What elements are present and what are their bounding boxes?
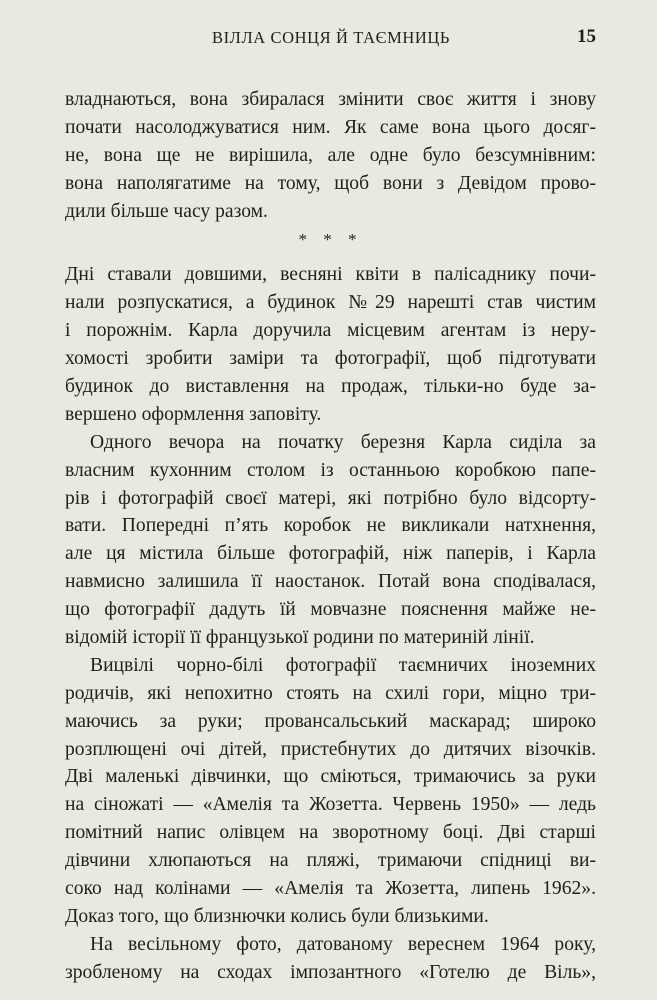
text-line: Дні ставали довшими, весняні квіти в палісаднику почи- [65,264,596,286]
text-line: Одного вечора на початку березня Карла сиділа за [90,431,596,453]
text-line: владнаються, вона збиралася змінити своє життя і знову [65,89,596,110]
text-line: маючись за руки; провансальський маскарад; широко [65,710,596,732]
text-line: і порожнім. Карла доручила місцевим агентам із неру- [65,320,596,342]
text-line: дівчини хлюпаються на пляжі, тримаючи спідниці ви- [65,850,596,872]
text-line: вершено оформлення заповіту. [65,403,322,425]
text-line: що фотографії дадуть їй мовчазне пояснення майже не- [65,599,596,621]
text-line: будинок до виставлення на продаж, тільки-но буде за- [65,376,596,398]
text-line: Дві маленькі дівчинки, що сміються, тримаючись за руки [65,766,596,788]
text-line: родичів, які непохитно стоять на схилі гори, міцно три- [65,682,596,704]
page-header [66,28,596,54]
page-number: 15 [577,26,596,47]
text-line: почати насолоджуватися ним. Як саме вона цього досяг- [65,116,596,138]
text-line: навмисно залишила її наостанок. Потай вона сподівалася, [65,571,596,593]
text-line: вона наполягатиме на тому, щоб вони з Девідом прово- [65,172,596,194]
text-line: вати. Попередні п’ять коробок не викликали натхнення, [65,515,596,537]
text-line: соко над колінами — «Амелія та Жозетта, липень 1962». [65,878,596,900]
text-line: На весільному фото, датованому вереснем 1964 року, [90,933,596,955]
text-line: Вицвілі чорно-білі фотографії таємничих іноземних [90,654,596,676]
text-line: Доказ того, що близнючки колись були близькими. [65,905,489,927]
text-line: хомості зробити заміри та фотографії, щоб підготувати [65,348,596,370]
running-title: ВІЛЛА СОНЦЯ Й ТАЄМНИЦЬ [211,28,450,47]
paragraph [65,86,596,225]
text-line: помітний напис олівцем на зворотному боці. Дві старші [65,822,596,844]
text-line: рів і фотографій своєї матері, які потрібно було відсорту- [65,487,596,509]
text-line: на сіножаті — «Амелія та Жозетта. Червень 1950» — ледь [65,794,596,816]
text-line: розплющені очі дітей, пристебнутих до дитячих візочків. [65,738,596,760]
text-line: власним кухонним столом із останньою коробкою папе- [65,459,596,481]
text-line: дили більше часу разом. [65,200,268,222]
paragraph [65,931,596,987]
paragraph [65,429,596,652]
paragraph [65,261,596,428]
section-separator: * * * [298,230,363,250]
page-body [65,86,596,987]
text-line: відомій історії її французької родини по материній лінії. [65,627,535,649]
text-line: не, вона ще не вирішила, але одне було безсумнівним: [65,144,596,166]
text-before-separator [65,86,596,225]
text-line: але ця містила більше фотографій, ніж паперів, і Карла [65,543,596,565]
text-line: нали розпускатися, а будинок №29 нарешті став чистим [65,292,596,314]
text-after-separator [65,261,596,986]
paragraph [65,652,596,931]
text-line: зробленому на сходах імпозантного «Готелю де Віль», [65,961,596,983]
